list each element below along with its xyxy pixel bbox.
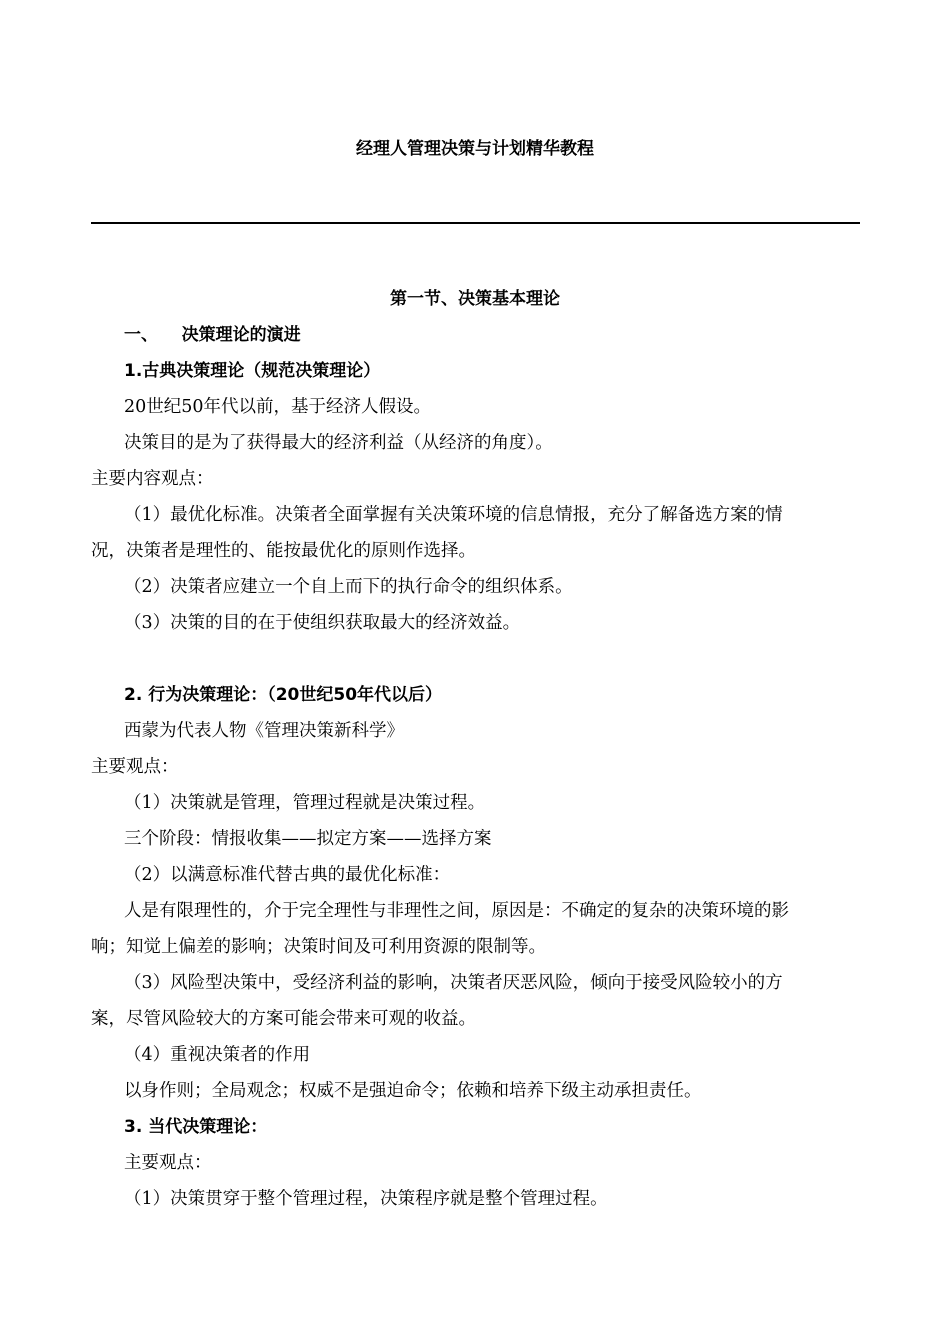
heading-level-1: 一、 决策理论的演进 [124, 325, 301, 345]
paragraph: 西蒙为代表人物《管理决策新科学》 [124, 721, 404, 741]
subheading-contemporary-theory: 3. 当代决策理论： [124, 1117, 268, 1137]
document-title: 经理人管理决策与计划精华教程 [356, 139, 594, 159]
title-divider [91, 222, 860, 224]
section-title: 第一节、决策基本理论 [390, 289, 560, 309]
paragraph: 三个阶段：情报收集——拟定方案——选择方案 [124, 829, 492, 849]
paragraph: 案，尽管风险较大的方案可能会带来可观的收益。 [91, 1009, 476, 1029]
subheading-behavioral-theory: 2. 行为决策理论：（20世纪50年代以后） [124, 685, 443, 705]
paragraph: （4）重视决策者的作用 [124, 1045, 311, 1065]
paragraph: 主要观点： [124, 1153, 212, 1173]
paragraph: （1）决策贯穿于整个管理过程，决策程序就是整个管理过程。 [124, 1189, 608, 1209]
paragraph: 决策目的是为了获得最大的经济利益（从经济的角度）。 [124, 433, 553, 453]
paragraph: 主要观点： [91, 757, 179, 777]
paragraph: 以身作则；全局观念；权威不是强迫命令；依赖和培养下级主动承担责任。 [124, 1081, 702, 1101]
paragraph: （1）最优化标准。决策者全面掌握有关决策环境的信息情报，充分了解备选方案的情 [124, 505, 783, 525]
paragraph: （3）风险型决策中，受经济利益的影响，决策者厌恶风险，倾向于接受风险较小的方 [124, 973, 783, 993]
paragraph: 况，决策者是理性的、能按最优化的原则作选择。 [91, 541, 476, 561]
paragraph: 主要内容观点： [91, 469, 214, 489]
subheading-classical-theory: 1.古典决策理论（规范决策理论） [124, 361, 381, 381]
paragraph: 人是有限理性的，介于完全理性与非理性之间，原因是：不确定的复杂的决策环境的影 [124, 901, 789, 921]
paragraph: （1）决策就是管理，管理过程就是决策过程。 [124, 793, 486, 813]
paragraph: 响；知觉上偏差的影响；决策时间及可利用资源的限制等。 [91, 937, 546, 957]
paragraph: 20世纪50年代以前，基于经济人假设。 [124, 397, 432, 417]
paragraph: （2）以满意标准代替古典的最优化标准： [124, 865, 451, 885]
paragraph: （2）决策者应建立一个自上而下的执行命令的组织体系。 [124, 577, 573, 597]
paragraph: （3）决策的目的在于使组织获取最大的经济效益。 [124, 613, 521, 633]
